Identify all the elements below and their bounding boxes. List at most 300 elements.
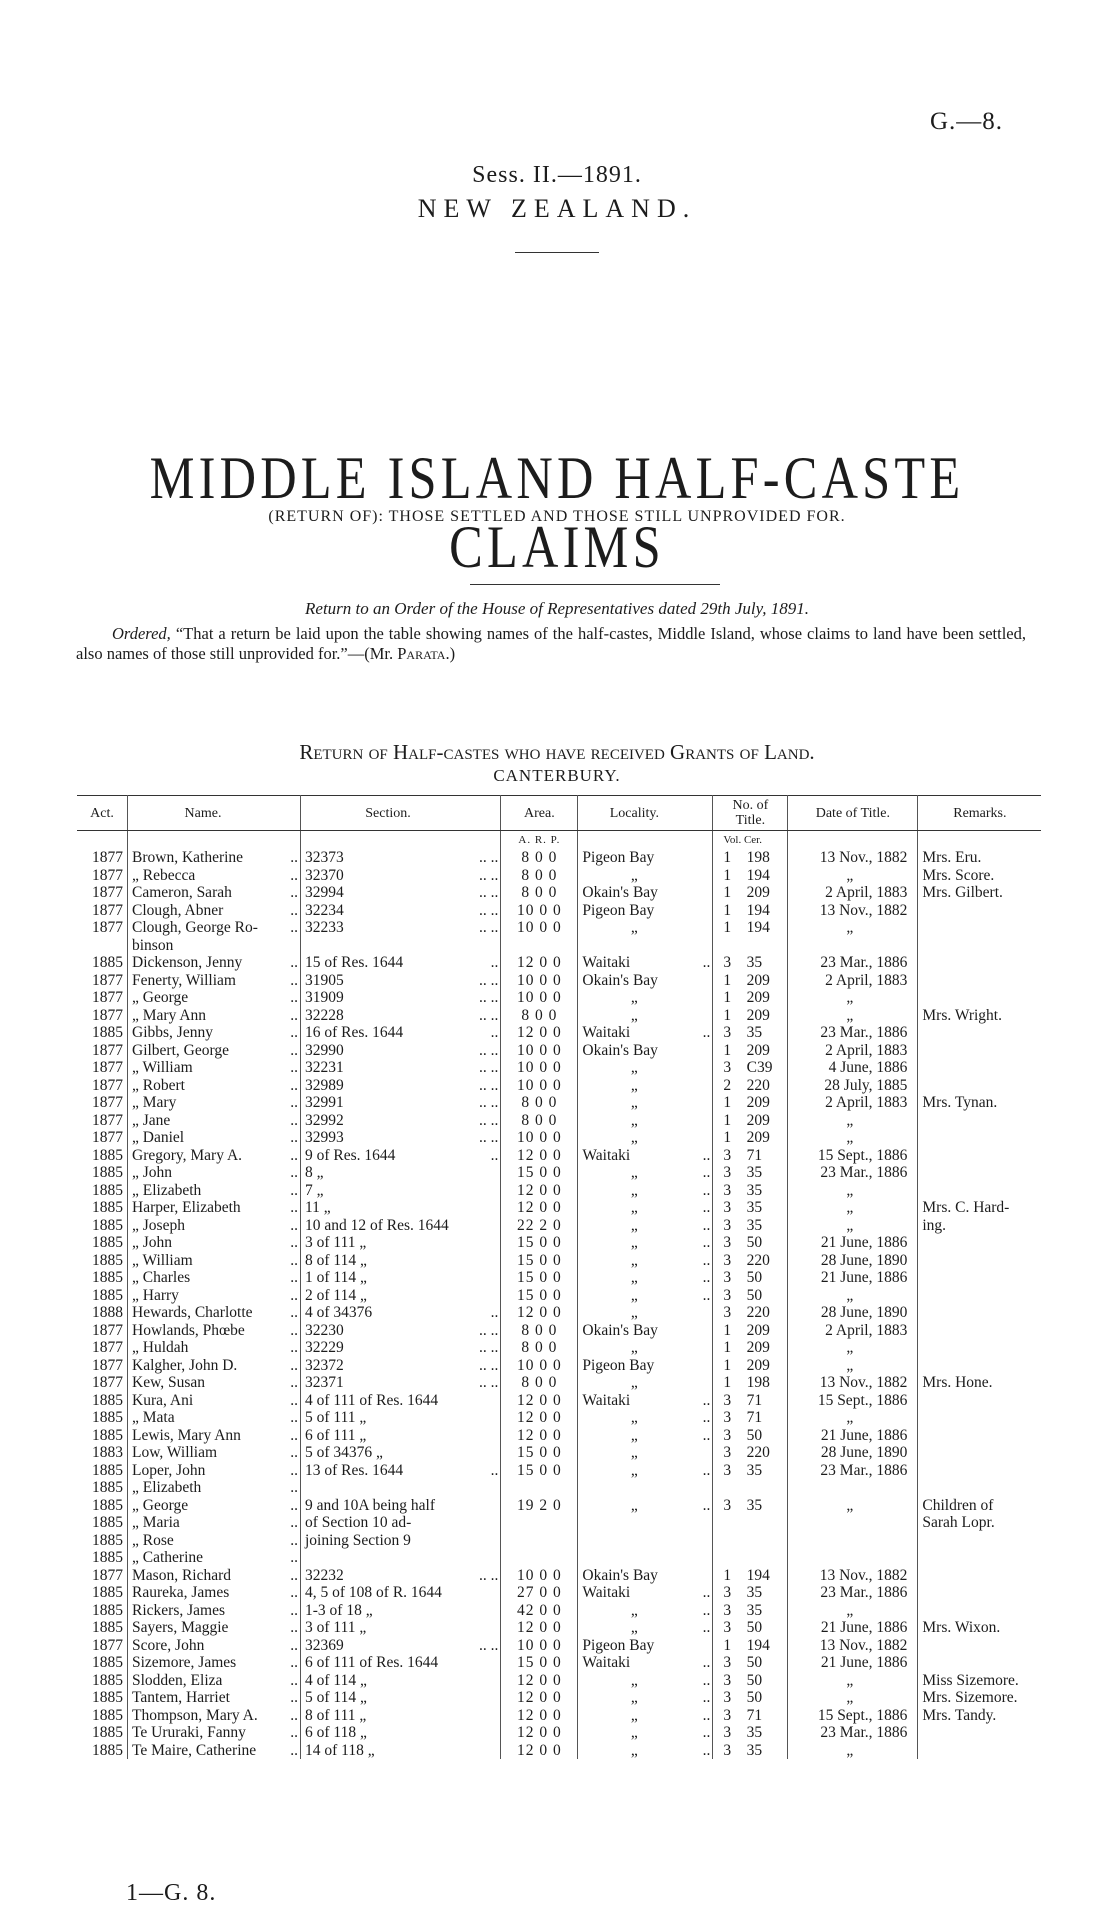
act-cell: 1885 [77,1147,128,1165]
title-no-cell: 3 35 [713,1602,788,1620]
section-dots: .. .. [475,1637,501,1655]
title-no-cell: 3 71 [713,1409,788,1427]
title-no-cell: 3 220 [713,1304,788,1322]
area-cell: 15 0 0 [501,1234,578,1252]
title-no-cell: 3 35 [713,1497,788,1515]
locality-cell: „ [630,1251,638,1269]
title-no-cell: 1 194 [713,1567,788,1585]
remarks-cell [918,1409,1042,1427]
name-cell: Gregory, Mary A. [132,1146,243,1164]
remarks-cell [918,1392,1042,1410]
name-dots: .. [278,1567,301,1585]
table-row [77,919,1041,937]
act-cell: 1885 [77,1409,128,1427]
title-no-cell: 3 50 [713,1672,788,1690]
area-cell: 15 0 0 [501,1462,578,1480]
section-dots [475,1724,501,1742]
locality-cell: Waitaki [582,1584,631,1601]
locality-cell: Pigeon Bay [582,849,655,866]
name-cell: Tantem, Harriet [132,1689,230,1706]
name-dots: .. [278,1742,301,1760]
table-row [77,1654,1041,1672]
name-cell: „ John [132,1164,173,1181]
locality-dots: .. [690,1742,713,1760]
title-no-cell: 1 209 [713,1339,788,1357]
table-row [77,1742,1041,1760]
locality-cell: „ [630,1409,638,1426]
remarks-cell [918,1059,1042,1077]
short-divider [515,252,599,253]
section-cell: 8 of 111 „ [305,1706,367,1724]
locality-cell: Pigeon Bay [582,1356,655,1374]
locality-dots [690,1532,713,1550]
remarks-cell [918,1042,1042,1060]
date-cell: „ [788,989,918,1007]
remarks-cell [918,1129,1042,1147]
section-dots [475,1444,501,1462]
locality-cell: „ [630,1374,638,1391]
locality-dots: .. [690,1269,713,1287]
area-cell: 8 0 0 [501,867,578,885]
name-cell: binson [132,936,174,954]
name-dots: .. [278,1532,301,1550]
area-cell: 15 0 0 [501,1269,578,1287]
section-cell: 32231 [305,1059,344,1076]
date-cell: 15 Sept., 1886 [788,1392,918,1410]
name-dots: .. [278,1374,301,1392]
date-cell: 13 Nov., 1882 [788,902,918,920]
locality-dots [690,1007,713,1025]
date-cell: 21 June, 1886 [788,1654,918,1672]
section-cell: 32371 [305,1374,344,1391]
date-cell: „ [788,1602,918,1620]
date-cell: 2 April, 1883 [788,884,918,902]
area-cell: 8 0 0 [501,1374,578,1392]
locality-dots: .. [690,1287,713,1305]
act-cell: 1885 [77,1689,128,1707]
act-cell: 1877 [77,1357,128,1375]
name-dots: .. [278,1444,301,1462]
remarks-cell [918,1269,1042,1287]
act-cell: 1885 [77,1182,128,1200]
name-dots: .. [278,1707,301,1725]
section-dots: .. .. [475,1094,501,1112]
act-cell: 1885 [77,1024,128,1042]
act-cell: 1877 [77,1007,128,1025]
section-dots [475,1252,501,1270]
section-cell: 3 of 111 „ [305,1234,367,1251]
act-cell: 1885 [77,1654,128,1672]
locality-dots: .. [690,1164,713,1182]
section-cell: 15 of Res. 1644 [305,954,404,971]
area-cell: 15 0 0 [501,1252,578,1270]
name-cell: Mason, Richard [132,1566,232,1584]
name-dots: .. [278,1287,301,1305]
locality-dots: .. [690,1199,713,1217]
document-title: MIDDLE ISLAND HALF-CASTE CLAIMS [149,445,965,580]
section-dots [475,1742,501,1760]
date-cell: 13 Nov., 1882 [788,849,918,867]
remarks-cell [918,1322,1042,1340]
locality-dots [690,989,713,1007]
locality-cell [578,937,691,955]
locality-cell: Waitaki [582,1654,631,1671]
locality-cell: Okain's Bay [582,1566,658,1584]
locality-cell: Okain's Bay [582,1321,658,1339]
section-dots [475,1287,501,1305]
section-cell: 10 and 12 of Res. 1644 [305,1216,449,1234]
remarks-cell [918,1724,1042,1742]
area-cell [501,1479,578,1497]
locality-dots [690,1339,713,1357]
locality-cell [578,1549,691,1567]
units-row [77,831,1041,850]
act-cell: 1885 [77,1707,128,1725]
name-cell: „ Elizabeth [132,1479,202,1496]
title-no-cell: 3 35 [713,1182,788,1200]
locality-dots: .. [690,1689,713,1707]
table-row [77,1077,1041,1095]
title-no-cell: 3 50 [713,1287,788,1305]
section-dots: .. .. [475,1129,501,1147]
name-cell: Cameron, Sarah [132,884,232,901]
date-cell: „ [788,1689,918,1707]
locality-cell: Waitaki [582,1391,631,1409]
name-cell: Raureka, James [132,1584,230,1601]
section-dots [475,1392,501,1410]
area-cell: 10 0 0 [501,902,578,920]
date-cell: 2 April, 1883 [788,1322,918,1340]
date-cell: „ [788,1217,918,1235]
locality-cell: Okain's Bay [582,884,658,901]
locality-dots: .. [690,1182,713,1200]
remarks-cell [918,1479,1042,1497]
name-cell: „ John [132,1234,173,1251]
section-cell: 32993 [305,1129,344,1146]
locality-cell: Pigeon Bay [582,1636,655,1654]
table-row [77,1007,1041,1025]
name-dots: .. [278,1164,301,1182]
section-dots [475,1514,501,1532]
locality-dots [690,849,713,867]
area-cell: 8 0 0 [501,1007,578,1025]
locality-cell: „ [630,1741,638,1759]
name-cell: Lewis, Mary Ann [132,1426,241,1444]
name-cell: „ William [132,1059,193,1076]
locality-dots [690,1042,713,1060]
remarks-cell [918,1444,1042,1462]
name-dots: .. [278,1409,301,1427]
act-cell: 1877 [77,972,128,990]
area-cell: 12 0 0 [501,1619,578,1637]
area-cell: 8 0 0 [501,1339,578,1357]
table-row [77,1147,1041,1165]
table-row [77,1304,1041,1322]
area-cell: 10 0 0 [501,1567,578,1585]
name-cell: Gibbs, Jenny [132,1024,213,1041]
name-dots: .. [278,884,301,902]
section-dots [475,937,501,955]
locality-dots: .. [690,1724,713,1742]
remarks-cell [918,1339,1042,1357]
name-dots: .. [278,849,301,867]
date-cell: „ [788,1497,918,1515]
area-cell [501,1532,578,1550]
name-cell: „ George [132,989,189,1006]
table-row [77,954,1041,972]
table-row [77,1427,1041,1445]
name-dots: .. [278,1602,301,1620]
name-cell: „ Catherine [132,1549,204,1566]
act-cell: 1888 [77,1304,128,1322]
act-cell: 1883 [77,1444,128,1462]
locality-cell [578,1532,691,1550]
section-cell: 11 „ [305,1199,331,1216]
order-label: Ordered, [112,624,171,643]
act-cell: 1885 [77,1199,128,1217]
area-cell [501,1514,578,1532]
remarks-cell [918,1742,1042,1760]
region-heading: CANTERBURY. [493,766,621,785]
date-cell: „ [788,1339,918,1357]
section-dots [475,1602,501,1620]
section-cell: 9 and 10A being half [305,1496,436,1514]
locality-cell: „ [630,1671,638,1689]
title-no-cell: 1 209 [713,1112,788,1130]
section-cell: 32990 [305,1041,344,1059]
table-row [77,1567,1041,1585]
locality-dots: .. [690,1217,713,1235]
name-dots: .. [278,902,301,920]
name-dots: .. [278,1514,301,1532]
section-dots: .. .. [475,867,501,885]
locality-dots [690,1567,713,1585]
date-cell: 23 Mar., 1886 [788,1164,918,1182]
remarks-cell: Miss Sizemore. [922,1671,1019,1689]
name-dots: .. [278,1129,301,1147]
date-cell [788,937,918,955]
name-dots: .. [278,867,301,885]
table-row [77,972,1041,990]
act-cell: 1877 [77,1567,128,1585]
title-units: Vol. Cer. [713,831,788,850]
date-cell: „ [788,1182,918,1200]
name-dots: .. [278,989,301,1007]
locality-dots [690,1112,713,1130]
date-cell: „ [788,1672,918,1690]
act-cell: 1885 [77,1497,128,1515]
section-dots [475,1234,501,1252]
locality-dots: .. [690,1462,713,1480]
act-cell: 1877 [77,1129,128,1147]
locality-dots: .. [690,1024,713,1042]
locality-dots [690,972,713,990]
section-dots: .. [475,1304,501,1322]
section-cell: 4 of 114 „ [305,1671,367,1689]
title-no-cell: 3 220 [713,1252,788,1270]
name-dots: .. [278,1042,301,1060]
act-cell: 1877 [77,884,128,902]
section-dots: .. .. [475,1322,501,1340]
section-cell: 32229 [305,1339,344,1356]
act-cell: 1877 [77,867,128,885]
remarks-cell: Mrs. Sizemore. [922,1689,1018,1706]
section-cell: 4 of 111 of Res. 1644 [305,1391,439,1409]
section-dots: .. .. [475,884,501,902]
locality-dots [690,919,713,937]
area-cell: 42 0 0 [501,1602,578,1620]
name-dots: .. [278,1059,301,1077]
table-row [77,1584,1041,1602]
name-dots [278,937,301,955]
area-cell: 12 0 0 [501,954,578,972]
title-no-cell: 3 35 [713,954,788,972]
name-cell: „ Huldah [132,1339,189,1356]
locality-cell: „ [630,1339,638,1356]
name-dots: .. [278,954,301,972]
section-dots [475,1164,501,1182]
title-no-cell: 1 209 [713,884,788,902]
section-dots [475,1654,501,1672]
header-act: Act. [77,796,128,831]
title-no-cell: 1 209 [713,972,788,990]
remarks-cell: Children of [922,1496,994,1514]
section-cell: 3 of 111 „ [305,1619,367,1636]
date-cell: 28 July, 1885 [788,1077,918,1095]
area-cell: 19 2 0 [501,1497,578,1515]
locality-dots [690,1444,713,1462]
locality-cell: „ [630,1269,638,1286]
name-cell: Sizemore, James [132,1654,237,1671]
title-no-cell: 1 209 [713,1357,788,1375]
remarks-cell [918,1252,1042,1270]
area-cell: 8 0 0 [501,884,578,902]
name-dots: .. [278,1584,301,1602]
locality-dots [690,1129,713,1147]
act-cell: 1885 [77,1514,128,1532]
section-cell [301,1549,476,1567]
header-area: Area. [501,796,578,831]
title-no-cell: 3 50 [713,1654,788,1672]
act-cell: 1885 [77,1549,128,1567]
area-cell: 12 0 0 [501,1024,578,1042]
area-cell: 12 0 0 [501,1147,578,1165]
name-dots: .. [278,1339,301,1357]
section-dots [475,1532,501,1550]
locality-cell: „ [630,1164,638,1181]
date-cell: 23 Mar., 1886 [788,954,918,972]
section-cell: 4, 5 of 108 of R. 1644 [305,1584,442,1601]
remarks-cell [918,1602,1042,1620]
remarks-cell: Mrs. Wixon. [922,1619,1001,1636]
area-cell: 12 0 0 [501,1707,578,1725]
name-cell: „ Daniel [132,1129,185,1146]
title-no-cell [713,1532,788,1550]
table-row [77,1112,1041,1130]
section-cell: 8 „ [305,1164,324,1181]
date-cell [788,1514,918,1532]
act-cell: 1877 [77,989,128,1007]
locality-cell: „ [630,1199,638,1216]
section-dots: .. .. [475,849,501,867]
locality-cell: „ [630,1601,638,1619]
locality-cell: „ [630,1619,638,1636]
remarks-cell [918,1532,1042,1550]
locality-cell: „ [630,1461,638,1479]
name-dots: .. [278,1234,301,1252]
locality-cell: „ [630,1304,638,1321]
act-cell: 1877 [77,919,128,937]
name-dots: .. [278,1024,301,1042]
area-cell: 15 0 0 [501,1287,578,1305]
remarks-cell [918,1164,1042,1182]
section-cell: 13 of Res. 1644 [305,1461,404,1479]
locality-dots [690,1357,713,1375]
name-cell: Slodden, Eliza [132,1671,223,1689]
date-cell: 13 Nov., 1882 [788,1374,918,1392]
date-cell: „ [788,919,918,937]
section-cell: 32992 [305,1111,344,1129]
title-no-cell [713,1479,788,1497]
section-dots: .. .. [475,902,501,920]
locality-cell [578,1479,691,1497]
name-cell: Kew, Susan [132,1374,206,1391]
remarks-cell [918,1427,1042,1445]
locality-dots [690,1637,713,1655]
remarks-cell [918,1654,1042,1672]
date-cell: 23 Mar., 1886 [788,1024,918,1042]
section-cell: 5 of 114 „ [305,1689,367,1706]
locality-cell: „ [630,1234,638,1251]
table-row [77,1217,1041,1235]
table-row [77,867,1041,885]
name-dots: .. [278,1199,301,1217]
locality-cell: „ [630,866,638,884]
name-cell: Brown, Katherine [132,849,244,866]
title-no-cell: 1 194 [713,867,788,885]
area-cell: 10 0 0 [501,1042,578,1060]
section-cell: 32373 [305,849,344,866]
name-cell: Kalgher, John D. [132,1356,238,1374]
name-cell: Fenerty, William [132,971,236,989]
table-row [77,1514,1041,1532]
name-cell: Kura, Ani [132,1391,194,1409]
header-section: Section. [301,796,476,831]
act-cell: 1885 [77,1742,128,1760]
locality-cell: „ [630,1076,638,1094]
section-dots [475,1584,501,1602]
name-cell: „ George [132,1496,189,1514]
name-cell: Clough, George Ro- [132,919,258,936]
date-cell: 13 Nov., 1882 [788,1567,918,1585]
section-cell: 32232 [305,1566,344,1584]
locality-cell: „ [630,1181,638,1199]
name-dots: .. [278,1672,301,1690]
name-cell: „ Harry [132,1286,179,1304]
area-cell: 10 0 0 [501,1357,578,1375]
name-cell: Clough, Abner [132,901,224,919]
area-cell: 8 0 0 [501,1112,578,1130]
locality-cell: „ [630,1689,638,1706]
area-cell: 12 0 0 [501,1409,578,1427]
area-cell: 10 0 0 [501,1077,578,1095]
order-mover: Parata [397,644,446,663]
act-cell: 1885 [77,1724,128,1742]
locality-dots: .. [690,1672,713,1690]
remarks-cell [918,1549,1042,1567]
section-cell: 32233 [305,919,344,936]
title-no-cell: 3 50 [713,1269,788,1287]
